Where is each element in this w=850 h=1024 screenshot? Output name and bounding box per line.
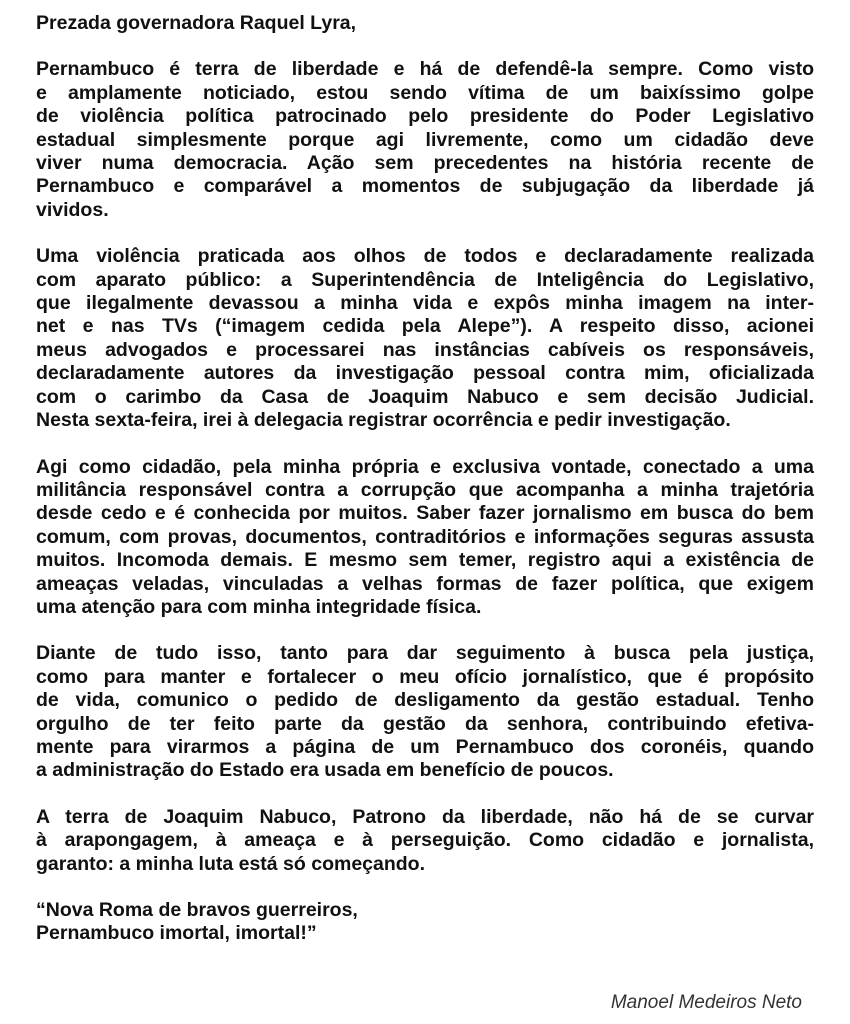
- paragraph-line: vividos.: [36, 198, 109, 221]
- paragraph-line: garanto: a minha luta está só começando.: [36, 852, 426, 875]
- letter-paragraph-5: [36, 806, 814, 876]
- paragraph-line: ameaças veladas, vinculadas a velhas formas de fazer política, que exigem: [36, 572, 814, 595]
- paragraph-line: militância responsável contra a corrupção que acompanha a minha trajetória: [36, 478, 814, 501]
- paragraph-line: e amplamente noticiado, estou sendo vítima de um baixíssimo golpe: [36, 81, 814, 104]
- signature: Manoel Medeiros Neto: [610, 992, 802, 1013]
- paragraph-line: comum, com provas, documentos, contraditórios e informações seguras assusta: [36, 525, 814, 548]
- paragraph-line: Pernambuco e comparável a momentos de subjugação da liberdade já: [36, 175, 814, 198]
- paragraph-line: mente para virarmos a página de um Pernambuco dos coronéis, quando: [36, 735, 814, 758]
- paragraph-line: declaradamente autores da investigação pessoal contra mim, oficializada: [36, 362, 814, 385]
- paragraph-line: meus advogados e processarei nas instâncias cabíveis os responsáveis,: [36, 338, 814, 361]
- paragraph-line: viver numa democracia. Ação sem precedentes na história recente de: [36, 152, 814, 175]
- letter-paragraph-1: [36, 58, 814, 222]
- paragraph-line: estadual simplesmente porque agi livremente, como um cidadão deve: [36, 128, 814, 151]
- paragraph-line: com aparato público: a Superintendência de Inteligência do Legislativo,: [36, 268, 814, 291]
- paragraph-line: a administração do Estado era usada em benefício de poucos.: [36, 759, 614, 782]
- paragraph-line: como para manter e fortalecer o meu ofício jornalístico, que é propósito: [36, 665, 814, 688]
- paragraph-line: Pernambuco é terra de liberdade e há de defendê-la sempre. Como visto: [36, 58, 814, 81]
- paragraph-line: com o carimbo da Casa de Joaquim Nabuco e sem decisão Judicial.: [36, 385, 814, 408]
- letter-greeting: Prezada governadora Raquel Lyra,: [36, 12, 357, 34]
- letter-paragraph-3: [36, 456, 814, 620]
- paragraph-line: orgulho de ter feito parte da gestão da senhora, contribuindo efetiva-: [36, 712, 814, 735]
- paragraph-line: uma atenção para com minha integridade física.: [36, 595, 482, 618]
- paragraph-line: de vida, comunico o pedido de desligamento da gestão estadual. Tenho: [36, 689, 814, 712]
- paragraph-line: desde cedo e é conhecida por muitos. Saber fazer jornalismo em busca do bem: [36, 502, 814, 525]
- letter-paragraph-2: [36, 245, 814, 432]
- paragraph-line: Nesta sexta-feira, irei à delegacia registrar ocorrência e pedir investigação.: [36, 409, 731, 432]
- paragraph-line: de violência política patrocinado pelo presidente do Poder Legislativo: [36, 105, 814, 128]
- quote-line: “Nova Roma de bravos guerreiros,: [36, 899, 358, 921]
- paragraph-line: que ilegalmente devassou a minha vida e expôs minha imagem na inter-: [36, 292, 814, 315]
- paragraph-line: net e nas TVs (“imagem cedida pela Alepe”). A respeito disso, acionei: [36, 315, 814, 338]
- paragraph-line: à arapongagem, à ameaça e à perseguição. Como cidadão e jornalista,: [36, 829, 814, 852]
- paragraph-line: muitos. Incomoda demais. E mesmo sem temer, registro aqui a existência de: [36, 549, 814, 572]
- letter-paragraph-4: [36, 642, 814, 782]
- letter-body: [36, 12, 814, 946]
- paragraph-line: A terra de Joaquim Nabuco, Patrono da liberdade, não há de se curvar: [36, 805, 814, 828]
- paragraph-line: Diante de tudo isso, tanto para dar seguimento à busca pela justiça,: [36, 642, 814, 665]
- closing-quote: [36, 899, 814, 946]
- paragraph-line: Uma violência praticada aos olhos de todos e declaradamente realizada: [36, 245, 814, 268]
- quote-line: Pernambuco imortal, imortal!”: [36, 922, 317, 945]
- paragraph-line: Agi como cidadão, pela minha própria e exclusiva vontade, conectado a uma: [36, 455, 814, 478]
